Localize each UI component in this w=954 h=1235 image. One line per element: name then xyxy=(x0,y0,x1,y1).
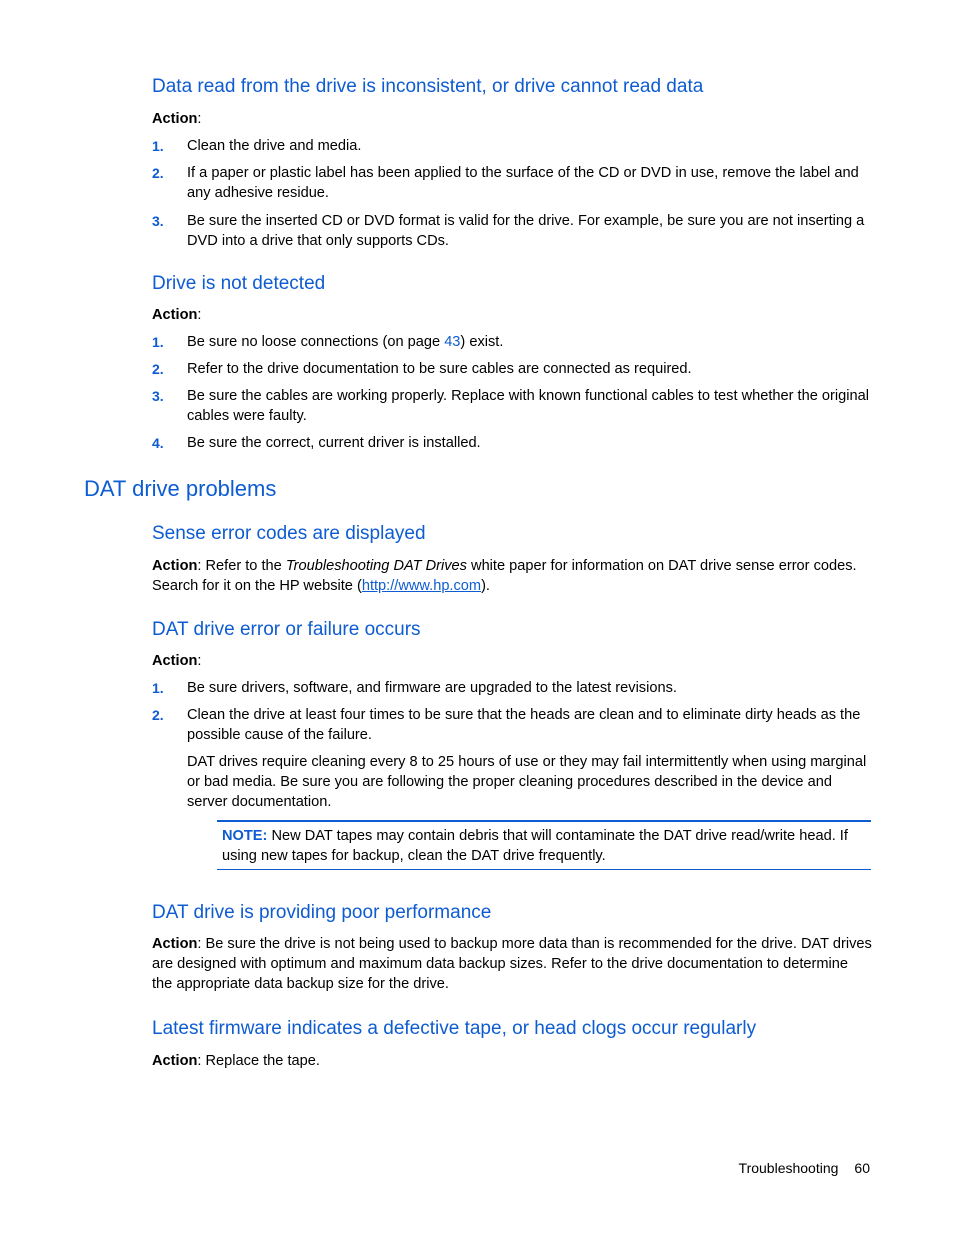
list-item xyxy=(187,332,871,352)
page-reference-link[interactable]: 43 xyxy=(444,334,461,350)
list-number: 2. xyxy=(152,165,164,181)
list-item: If a paper or plastic label has been applied to the surface of the CD or DVD in use, remove the label and any adhesive residue. xyxy=(187,165,859,201)
list-number: 2. xyxy=(152,707,164,723)
heading-dat-drive-problems: DAT drive problems xyxy=(84,476,277,501)
list-number: 1. xyxy=(152,334,164,350)
list-item: Be sure the cables are working properly. Replace with known functional cables to test whether the original cables were faulty. xyxy=(187,388,869,424)
list-item: Clean the drive at least four times to be sure that the heads are clean and to eliminate dirty heads as the possible cause of the failure. xyxy=(187,707,861,743)
action-label: Action xyxy=(152,1053,198,1069)
action-label: Action xyxy=(152,307,198,323)
list-item-text: Be sure no loose connections (on page xyxy=(187,334,445,350)
paragraph-sense-error xyxy=(152,556,872,596)
action-line-s4 xyxy=(152,651,201,671)
list-item: Be sure the inserted CD or DVD format is valid for the drive. For example, be sure you are not inserting a DVD into a drive that only supports CDs. xyxy=(187,213,865,249)
footer-section: Troubleshooting xyxy=(738,1160,839,1176)
paragraph-text: : Refer to the xyxy=(197,558,286,574)
paragraph-text: white paper for information on DAT drive sense error codes. Search for it on the HP website ( xyxy=(152,558,857,594)
paragraph-poor-performance xyxy=(152,934,872,994)
list-item: Clean the drive and media. xyxy=(187,138,362,154)
list-number: 1. xyxy=(152,138,164,154)
heading-drive-not-detected: Drive is not detected xyxy=(152,273,326,294)
list-number: 3. xyxy=(152,388,164,404)
list-item: Be sure the correct, current driver is installed. xyxy=(187,435,481,451)
list-number: 3. xyxy=(152,213,164,229)
list-number: 1. xyxy=(152,680,164,696)
note-box xyxy=(217,820,871,870)
list-item: Be sure drivers, software, and firmware are upgraded to the latest revisions. xyxy=(187,680,677,696)
heading-dat-error-failure: DAT drive error or failure occurs xyxy=(152,619,421,640)
document-title: Troubleshooting DAT Drives xyxy=(285,558,467,574)
heading-sense-error-codes: Sense error codes are displayed xyxy=(152,523,426,544)
heading-poor-performance: DAT drive is providing poor performance xyxy=(152,902,492,923)
page-number: 60 xyxy=(854,1160,870,1176)
note-text xyxy=(222,826,862,866)
note-label: NOTE: xyxy=(222,828,268,844)
note-body: New DAT tapes may contain debris that will contaminate the DAT drive read/write head. If using new tapes for backup, clean the DAT drive frequently. xyxy=(222,828,848,864)
cleaning-paragraph: DAT drives require cleaning every 8 to 25 hours of use or they may fail intermittently when using marginal or bad media. Be sure you are following the proper cleaning procedures described in the device and server documentation. xyxy=(187,754,867,810)
action-label: Action xyxy=(152,936,198,952)
action-line-s1 xyxy=(152,109,201,129)
action-label: Action xyxy=(152,111,198,127)
list-item: Refer to the drive documentation to be sure cables are connected as required. xyxy=(187,361,692,377)
action-colon: : xyxy=(197,307,202,323)
heading-inconsistent-data: Data read from the drive is inconsistent, or drive cannot read data xyxy=(152,76,704,97)
paragraph-text: : Be sure the drive is not being used to backup more data than is recommended for the drive. DAT drives are designed with optimum and maximum data backup sizes. Refer to the drive documentation to determine the appropriate data backup size for the drive. xyxy=(152,936,872,992)
action-colon: : xyxy=(197,653,202,669)
action-line-s2 xyxy=(152,305,201,325)
page-footer xyxy=(739,1158,870,1178)
paragraph-text: ). xyxy=(481,578,490,594)
heading-defective-tape: Latest firmware indicates a defective tape, or head clogs occur regularly xyxy=(152,1018,757,1039)
paragraph-text: : Replace the tape. xyxy=(197,1053,320,1069)
paragraph-defective-tape xyxy=(152,1051,320,1071)
list-number: 4. xyxy=(152,435,164,451)
list-number: 2. xyxy=(152,361,164,377)
list-item-text: ) exist. xyxy=(460,334,504,350)
hp-website-link[interactable]: http://www.hp.com xyxy=(361,578,482,594)
action-colon: : xyxy=(197,111,202,127)
action-label: Action xyxy=(152,653,198,669)
action-label: Action xyxy=(152,558,198,574)
